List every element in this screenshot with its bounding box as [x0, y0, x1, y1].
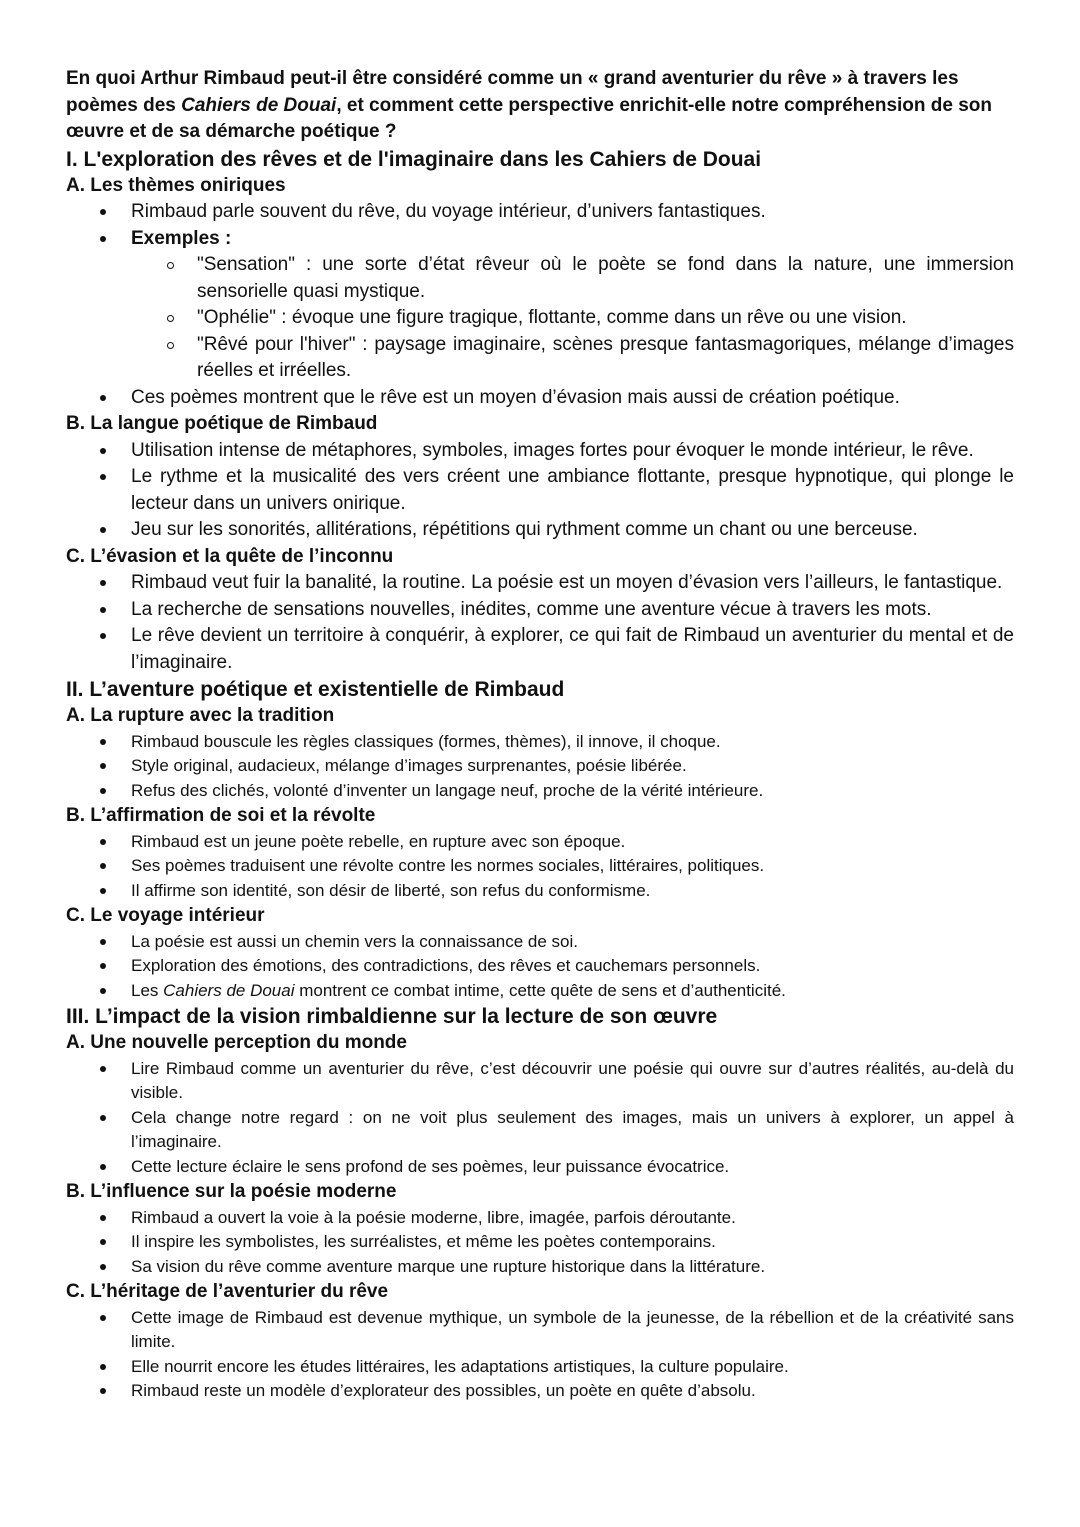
list-item: Rimbaud parle souvent du rêve, du voyage intérieur, d’univers fantastiques. — [66, 199, 1014, 226]
section-heading-1: I. L'exploration des rêves et de l'imaginaire dans les Cahiers de Douai — [66, 147, 762, 171]
list-item: Utilisation intense de métaphores, symboles, images fortes pour évoquer le monde intérieur, le rêve. — [66, 438, 1014, 465]
bullet-list-2c — [66, 930, 1014, 1004]
subsection-heading-1c: C. L’évasion et la quête de l’inconnu — [66, 545, 394, 567]
list-item: La poésie est aussi un chemin vers la connaissance de soi. — [66, 930, 1014, 955]
list-item: Ses poèmes traduisent une révolte contre les normes sociales, littéraires, politiques. — [66, 854, 1014, 879]
list-item: Lire Rimbaud comme un aventurier du rêve, c’est découvrir une poésie qui ouvre sur d’autres réalités, au-delà du visible. — [66, 1057, 1014, 1106]
list-item: La recherche de sensations nouvelles, inédites, comme une aventure vécue à travers les mots. — [66, 597, 1014, 624]
bullet-list-2b — [66, 830, 1014, 904]
list-item: Le rêve devient un territoire à conquérir, à explorer, ce qui fait de Rimbaud un aventurier du mental et de l’imaginaire. — [66, 623, 1014, 676]
subsection-heading-1b: B. La langue poétique de Rimbaud — [66, 413, 378, 434]
example-item: "Rêvé pour l'hiver" : paysage imaginaire, scènes presque fantasmagoriques, mélange d’images réelles et irréelles. — [66, 332, 1014, 385]
example-list — [66, 252, 1014, 385]
bullet-list-2a — [66, 730, 1014, 804]
list-item: Ces poèmes montrent que le rêve est un moyen d’évasion mais aussi de création poétique. — [66, 385, 1014, 412]
subsection-heading-2b: B. L’affirmation de soi et la révolte — [66, 805, 376, 826]
section-heading-3: III. L’impact de la vision rimbaldienne sur la lecture de son œuvre — [66, 1005, 718, 1028]
list-item: Les Cahiers de Douai montrent ce combat intime, cette quête de sens et d’authenticité. — [66, 979, 1014, 1004]
list-item: Cette image de Rimbaud est devenue mythique, un symbole de la jeunesse, de la rébellion et de la créativité sans limite. — [66, 1306, 1014, 1355]
list-item: Le rythme et la musicalité des vers créent une ambiance flottante, presque hypnotique, qui plonge le lecteur dans un univers onirique. — [66, 464, 1014, 517]
example-item: "Sensation" : une sorte d’état rêveur où le poète se fond dans la nature, une immersion sensorielle quasi mystique. — [66, 252, 1014, 305]
list-item: Cela change notre regard : on ne voit plus seulement des images, mais un univers à explorer, un appel à l’imaginaire. — [66, 1106, 1014, 1155]
list-item: Cette lecture éclaire le sens profond de ses poèmes, leur puissance évocatrice. — [66, 1155, 1014, 1180]
bullet-list-1b — [66, 438, 1014, 544]
subsection-heading-2c: C. Le voyage intérieur — [66, 905, 265, 926]
subsection-heading-3b: B. L’influence sur la poésie moderne — [66, 1181, 397, 1202]
list-item: Exemples : — [66, 226, 1014, 253]
subsection-heading-3c: C. L’héritage de l’aventurier du rêve — [66, 1281, 389, 1302]
bullet-list-1a — [66, 199, 1014, 252]
problematic-question: En quoi Arthur Rimbaud peut-il être considéré comme un « grand aventurier du rêve » à travers les poèmes des Cahiers de Douai, et comment cette perspective enrichit-elle notre compréhension de son œuvre et de sa démarche poétique ? — [66, 68, 993, 142]
bullet-list-1c — [66, 570, 1014, 676]
subsection-heading-1a: A. Les thèmes oniriques — [66, 174, 286, 196]
list-item: Style original, audacieux, mélange d’images surprenantes, poésie libérée. — [66, 754, 1014, 779]
list-item: Il inspire les symbolistes, les surréalistes, et même les poètes contemporains. — [66, 1230, 1014, 1255]
list-item: Exploration des émotions, des contradictions, des rêves et cauchemars personnels. — [66, 954, 1014, 979]
bullet-list-3b — [66, 1206, 1014, 1280]
list-item: Refus des clichés, volonté d’inventer un langage neuf, proche de la vérité intérieure. — [66, 779, 1014, 804]
list-item: Rimbaud a ouvert la voie à la poésie moderne, libre, imagée, parfois déroutante. — [66, 1206, 1014, 1231]
bullet-list-3c — [66, 1306, 1014, 1404]
example-item: "Ophélie" : évoque une figure tragique, flottante, comme dans un rêve ou une vision. — [66, 305, 1014, 332]
list-item: Rimbaud veut fuir la banalité, la routine. La poésie est un moyen d’évasion vers l’ailleurs, le fantastique. — [66, 570, 1014, 597]
subsection-heading-2a: A. La rupture avec la tradition — [66, 705, 335, 726]
list-item: Sa vision du rêve comme aventure marque une rupture historique dans la littérature. — [66, 1255, 1014, 1280]
list-item: Rimbaud reste un modèle d’explorateur des possibles, un poète en quête d’absolu. — [66, 1379, 1014, 1404]
subsection-heading-3a: A. Une nouvelle perception du monde — [66, 1032, 407, 1053]
list-item: Rimbaud est un jeune poète rebelle, en rupture avec son époque. — [66, 830, 1014, 855]
list-item: Rimbaud bouscule les règles classiques (formes, thèmes), il innove, il choque. — [66, 730, 1014, 755]
list-item: Elle nourrit encore les études littéraires, les adaptations artistiques, la culture populaire. — [66, 1355, 1014, 1380]
list-item: Jeu sur les sonorités, allitérations, répétitions qui rythment comme un chant ou une berceuse. — [66, 517, 1014, 544]
list-item: Il affirme son identité, son désir de liberté, son refus du conformisme. — [66, 879, 1014, 904]
bullet-list-3a — [66, 1057, 1014, 1180]
section-heading-2: II. L’aventure poétique et existentielle de Rimbaud — [66, 678, 565, 701]
